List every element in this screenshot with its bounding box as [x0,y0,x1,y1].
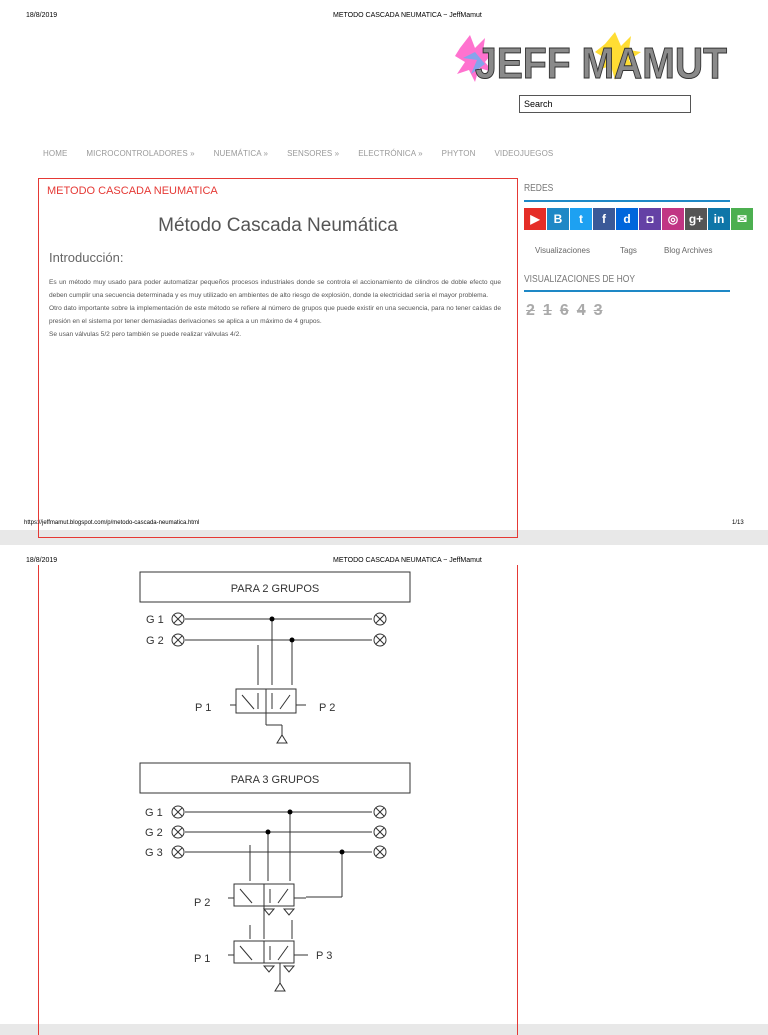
views-digit: 3 [593,302,603,319]
cascade-diagrams [0,545,768,1024]
print-url: https://jeffmamut.blogspot.com/p/metodo-cascada-neumatica.html [24,520,200,526]
post-label[interactable]: METODO CASCADA NEUMATICA [47,185,218,197]
dailymotion-icon[interactable]: d [616,208,638,230]
nav-item-neumatica[interactable]: NUEMÁTICA » [213,149,269,158]
print-date: 18/8/2019 [26,557,58,564]
linkedin-icon[interactable]: in [708,208,730,230]
instagram-icon[interactable]: ◎ [662,208,684,230]
googleplus-icon[interactable]: g+ [685,208,707,230]
post-subheading: Introducción: [49,250,124,265]
facebook-icon[interactable]: f [593,208,615,230]
search-input[interactable]: Search [519,95,691,113]
nav-item-videojuegos[interactable]: VIDEOJUEGOS [494,149,554,158]
main-nav [43,149,572,158]
diagram2-port-p2: P 2 [194,897,211,909]
tab-blog-archives[interactable]: Blog Archives [664,246,713,255]
views-digit: 6 [559,302,569,319]
redes-divider [524,200,730,202]
post-container [38,178,518,538]
diagram1-port-p2: P 2 [319,702,336,714]
email-icon[interactable]: ✉ [731,208,753,230]
diagram1-line-g1: G 1 [146,614,164,626]
post-body [49,276,501,341]
views-digit: 1 [542,302,552,319]
post-paragraph: Se usan válvulas 5/2 pero también se puede realizar válvulas 4/2. [49,331,242,338]
print-page-number: 1/13 [732,520,744,526]
post-paragraph: Es un método muy usado para poder automatizar pequeños procesos industriales donde se controla el accionamiento de cilindros de doble efecto que deben cumplir una secuencia determinada y es muy utilizado en ambientes de alto riesgo de explosión, donde la electricidad sería el mayor problema. [49,279,501,299]
print-page-2 [0,545,768,1024]
site-logo[interactable] [455,30,730,90]
print-title: METODO CASCADA NEUMATICA ~ JeffMamut [333,12,482,19]
views-divider [524,290,730,292]
diagram1-line-g2: G 2 [146,635,164,647]
nav-item-sensores[interactable]: SENSORES » [287,149,340,158]
print-title: METODO CASCADA NEUMATICA ~ JeffMamut [333,557,482,564]
post-paragraph: Otro dato importante sobre la implementación de este método se refiere al número de grupos que puede existir en una secuencia, para no tener caídas de presión en el sistema por tener demasiadas derivaciones se aplica a un máximo de 4 grupos. [49,305,501,325]
print-date: 18/8/2019 [26,12,58,19]
diagram2-line-g2: G 2 [145,827,163,839]
nav-item-microcontroladores[interactable]: MICROCONTROLADORES » [86,149,195,158]
diagram1-title: PARA 2 GRUPOS [230,583,320,595]
nav-item-home[interactable]: HOME [43,149,68,158]
social-icons [524,208,753,230]
diagram2-line-g1: G 1 [145,807,163,819]
views-counter [526,302,603,320]
views-title: VISUALIZACIONES DE HOY [524,274,636,285]
logo-text: JEFF MAMUT [475,39,728,88]
views-digit: 4 [576,302,586,319]
nav-item-phyton[interactable]: PHYTON [441,149,476,158]
blogger-icon[interactable]: B [547,208,569,230]
twitter-icon[interactable]: t [570,208,592,230]
nav-item-electronica[interactable]: ELECTRÓNICA » [358,149,423,158]
tab-tags[interactable]: Tags [620,246,637,255]
diagram2-port-p3: P 3 [316,950,333,962]
diagram2-title: PARA 3 GRUPOS [230,774,320,786]
views-digit: 2 [526,302,535,319]
youtube-icon[interactable]: ▶ [524,208,546,230]
twitch-icon[interactable]: ◘ [639,208,661,230]
diagram1-port-p1: P 1 [195,702,212,714]
tab-visualizaciones[interactable]: Visualizaciones [535,246,590,255]
post-heading: Método Cascada Neumática [158,215,398,236]
redes-title: REDES [524,183,554,194]
diagram2-port-p1: P 1 [194,953,211,965]
diagram2-line-g3: G 3 [145,847,163,859]
